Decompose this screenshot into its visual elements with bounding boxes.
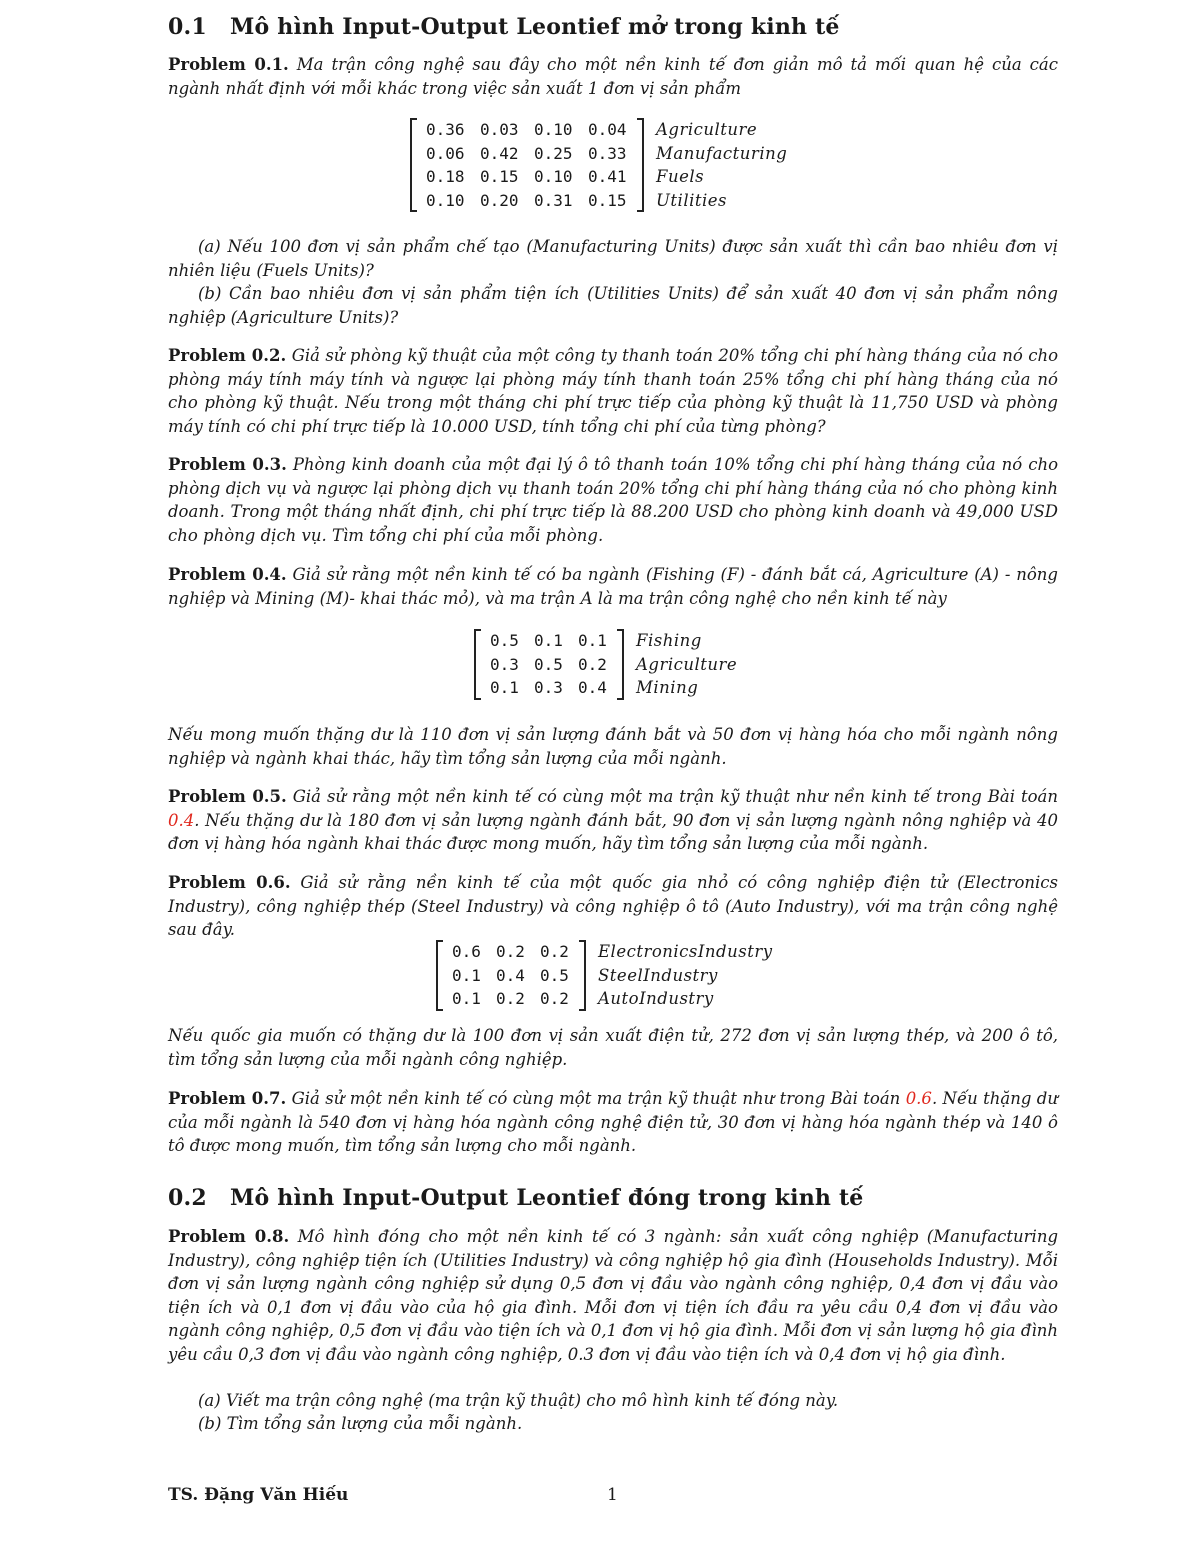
- problem-0-2: [168, 344, 1058, 438]
- matrix-cell: 0.2: [540, 989, 569, 1008]
- matrix-cell: 0.42: [480, 143, 519, 163]
- matrix-cell: 0.10: [426, 190, 465, 210]
- problem-0-3: [168, 453, 1058, 547]
- matrix-cell: 0.36: [426, 120, 465, 139]
- footer-author: TS. Đặng Văn Hiếu: [168, 1485, 349, 1505]
- problem-0-4: [168, 563, 1058, 610]
- row-label: Utilities: [656, 190, 728, 210]
- matrix-cell: 0.41: [588, 167, 627, 186]
- matrix-row-labels: [644, 118, 787, 212]
- problem-text: Mô hình đóng cho một nền kinh tế có 3 ngành: sản xuất công nghiệp (Manufacturing Industry), công nghiệp tiện ích (Utilities Industry) và công nghiệp hộ gia đình (Households Industry). Mỗi đơn vị sản lượng ngành công nghiệp sử dụng 0,5 đơn vị đầu vào ngành công nghiệp, 0,4 đơn vị đầu vào tiện ích và 0,1 đơn vị đầu vào của hộ gia đình. Mỗi đơn vị tiện ích đầu ra yêu cầu 0,4 đơn vị đầu vào ngành công nghiệp, 0,5 đơn vị đầu vào tiện ích và 0,1 đơn vị hộ gia đình. Mỗi đơn vị sản lượng hộ gia đình yêu cầu 0,3 đơn vị đầu vào ngành công nghiệp, 0.3 đơn vị đầu vào tiện ích và 0,4 đơn vị hộ gia đình.: [168, 1227, 1059, 1364]
- matrix-cell: 0.10: [534, 120, 573, 139]
- matrix-cell: 0.1: [534, 631, 563, 650]
- problem-label: Problem 0.1.: [168, 55, 289, 74]
- matrix-row-labels: [586, 940, 773, 1011]
- problem-text: Giả sử rằng một nền kinh tế có cùng một ma trận kỹ thuật như nền kinh tế trong Bài toán: [292, 787, 1058, 806]
- matrix-cell: 0.5: [540, 965, 569, 985]
- section-number: 0.1: [168, 14, 207, 40]
- matrix-cell: 0.18: [426, 167, 465, 186]
- technology-matrix-0-1: [410, 118, 787, 212]
- problem-label: Problem 0.5.: [168, 787, 287, 806]
- matrix-cell: 0.1: [578, 631, 607, 650]
- matrix-cell: 0.1: [490, 678, 519, 697]
- matrix-cell: 0.03: [480, 120, 519, 139]
- matrix-cell: 0.5: [534, 654, 563, 674]
- matrix-cell: 0.6: [452, 942, 481, 961]
- problem-text: Giả sử một nền kinh tế có cùng một ma trận kỹ thuật như trong Bài toán: [291, 1089, 906, 1108]
- matrix-row: [490, 653, 608, 677]
- matrix-cell: 0.4: [578, 678, 607, 697]
- problem-0-6-question: Nếu quốc gia muốn có thặng dư là 100 đơn vị sản xuất điện tử, 272 đơn vị sản lượng thép, và 200 ô tô, tìm tổng sản lượng của mỗi ngành công nghiệp.: [168, 1026, 1058, 1069]
- matrix-cell: 0.06: [426, 143, 465, 163]
- matrix-row: [426, 189, 628, 213]
- matrix-cell: 0.4: [496, 965, 525, 985]
- problem-reference-link[interactable]: 0.4: [168, 810, 195, 830]
- matrix-cell: 0.25: [534, 143, 573, 163]
- row-label: AutoIndustry: [598, 989, 714, 1008]
- matrix-row: [490, 676, 608, 700]
- matrix-cell: 0.2: [496, 942, 525, 961]
- row-label: Manufacturing: [656, 143, 788, 163]
- matrix-cell: 0.3: [490, 654, 519, 674]
- row-label: Agriculture: [636, 654, 738, 674]
- problem-0-1-part-b: (b) Cần bao nhiêu đơn vị sản phẩm tiện ích (Utilities Units) để sản xuất 40 đơn vị sản phẩm nông nghiệp (Agriculture Units)?: [168, 284, 1058, 327]
- matrix-cell: 0.3: [534, 678, 563, 697]
- problem-0-5: [168, 785, 1058, 856]
- row-label: Mining: [636, 678, 699, 697]
- problem-text-continued: . Nếu thặng dư của mỗi ngành là 540 đơn vị hàng hóa ngành công nghệ điện tử, 30 đơn vị hàng hóa ngành thép và 140 ô tô được mong muốn, tìm tổng sản lượng cho mỗi ngành.: [168, 1089, 1059, 1155]
- problem-label: Problem 0.7.: [168, 1089, 287, 1108]
- row-label: Fishing: [636, 631, 702, 650]
- matrix-cell: 0.2: [578, 654, 607, 674]
- matrix-row: [426, 118, 628, 142]
- matrix-cell: 0.1: [452, 989, 481, 1008]
- matrix-brackets: [436, 940, 586, 1011]
- problem-text: Giả sử phòng kỹ thuật của một công ty thanh toán 20% tổng chi phí hàng tháng của nó cho phòng máy tính máy tính và ngược lại phòng máy tính thanh toán 25% tổng chi phí hàng tháng của nó cho phòng kỹ thuật. Nếu trong một tháng chi phí trực tiếp của phòng kỹ thuật là 11,750 USD và phòng máy tính có chi phí trực tiếp là 10.000 USD, tính tổng chi phí của từng phòng?: [168, 346, 1059, 436]
- page-number: 1: [607, 1485, 618, 1505]
- matrix-row: [452, 940, 570, 964]
- matrix-row-labels: [624, 629, 737, 700]
- row-label: Agriculture: [656, 120, 758, 139]
- matrix-brackets: [410, 118, 644, 212]
- matrix-cell: 0.10: [534, 167, 573, 186]
- problem-text: Giả sử rằng một nền kinh tế có ba ngành (Fishing (F) - đánh bắt cá, Agriculture (A) - nông nghiệp và Mining (M)- khai thác mỏ), và ma trận A là ma trận công nghệ cho nền kinh tế này: [168, 565, 1058, 608]
- matrix-cell: 0.2: [496, 989, 525, 1008]
- technology-matrix-0-4: [474, 629, 737, 700]
- problem-0-1-part-a: (a) Nếu 100 đơn vị sản phẩm chế tạo (Manufacturing Units) được sản xuất thì cần bao nhiêu đơn vị nhiên liệu (Fuels Units)?: [168, 237, 1058, 280]
- problem-reference-link[interactable]: 0.6: [905, 1089, 932, 1108]
- matrix-cell: 0.5: [490, 631, 519, 650]
- matrix-row: [452, 987, 570, 1011]
- row-label: SteelIndustry: [598, 965, 718, 985]
- section-heading-closed-model: [168, 1185, 864, 1211]
- section-title: Mô hình Input-Output Leontief mở trong kinh tế: [230, 14, 840, 40]
- problem-0-8-part-b: (b) Tìm tổng sản lượng của mỗi ngành.: [198, 1414, 523, 1433]
- matrix-cell: 0.1: [452, 965, 481, 985]
- problem-0-6: [168, 871, 1058, 942]
- problem-text: Phòng kinh doanh của một đại lý ô tô thanh toán 10% tổng chi phí hàng tháng của nó cho phòng dịch vụ và ngược lại phòng dịch vụ thanh toán 20% tổng chi phí hàng tháng của nó cho phòng kinh doanh. Trong một tháng nhất định, chi phí trực tiếp là 88.200 USD cho phòng kinh doanh và 49,000 USD cho phòng dịch vụ. Tìm tổng chi phí của mỗi phòng.: [168, 455, 1059, 545]
- matrix-cell: 0.15: [480, 167, 519, 186]
- problem-text: Ma trận công nghệ sau đây cho một nền kinh tế đơn giản mô tả mối quan hệ của các ngành nhất định với mỗi khác trong việc sản xuất 1 đơn vị sản phẩm: [168, 55, 1058, 98]
- problem-0-7: [168, 1087, 1058, 1158]
- matrix-row: [490, 629, 608, 653]
- matrix-row: [426, 142, 628, 166]
- problem-text-continued: . Nếu thặng dư là 180 đơn vị sản lượng ngành đánh bắt, 90 đơn vị sản lượng ngành nông nghiệp và 40 đơn vị hàng hóa ngành khai thác được mong muốn, hãy tìm tổng sản lượng của mỗi ngành.: [168, 810, 1058, 853]
- problem-0-8-part-a: (a) Viết ma trận công nghệ (ma trận kỹ thuật) cho mô hình kinh tế đóng này.: [198, 1391, 839, 1410]
- problem-label: Problem 0.8.: [168, 1227, 290, 1246]
- matrix-cell: 0.20: [480, 190, 519, 210]
- problem-label: Problem 0.2.: [168, 346, 287, 365]
- row-label: Fuels: [656, 167, 705, 186]
- problem-0-8: [168, 1225, 1058, 1366]
- section-heading-open-model: [168, 14, 840, 40]
- section-title: Mô hình Input-Output Leontief đóng trong kinh tế: [230, 1185, 864, 1211]
- matrix-cell: 0.15: [588, 190, 627, 210]
- problem-label: Problem 0.3.: [168, 455, 287, 474]
- problem-label: Problem 0.6.: [168, 873, 291, 892]
- matrix-cell: 0.31: [534, 190, 573, 210]
- problem-0-1: [168, 53, 1058, 100]
- matrix-brackets: [474, 629, 624, 700]
- technology-matrix-0-6: [436, 940, 773, 1011]
- matrix-cell: 0.2: [540, 942, 569, 961]
- row-label: ElectronicsIndustry: [598, 942, 773, 961]
- section-number: 0.2: [168, 1185, 207, 1211]
- matrix-row: [452, 964, 570, 988]
- matrix-cell: 0.04: [588, 120, 627, 139]
- problem-0-4-question: Nếu mong muốn thặng dư là 110 đơn vị sản lượng đánh bắt và 50 đơn vị hàng hóa cho mỗi ngành nông nghiệp và ngành khai thác, hãy tìm tổng sản lượng của mỗi ngành.: [168, 725, 1058, 768]
- matrix-cell: 0.33: [588, 143, 627, 163]
- problem-label: Problem 0.4.: [168, 565, 287, 584]
- matrix-row: [426, 165, 628, 189]
- problem-text: Giả sử rằng nền kinh tế của một quốc gia nhỏ có công nghiệp điện tử (Electronics Industry), công nghiệp thép (Steel Industry) và công nghiệp ô tô (Auto Industry), với ma trận công nghệ sau đây.: [168, 873, 1059, 939]
